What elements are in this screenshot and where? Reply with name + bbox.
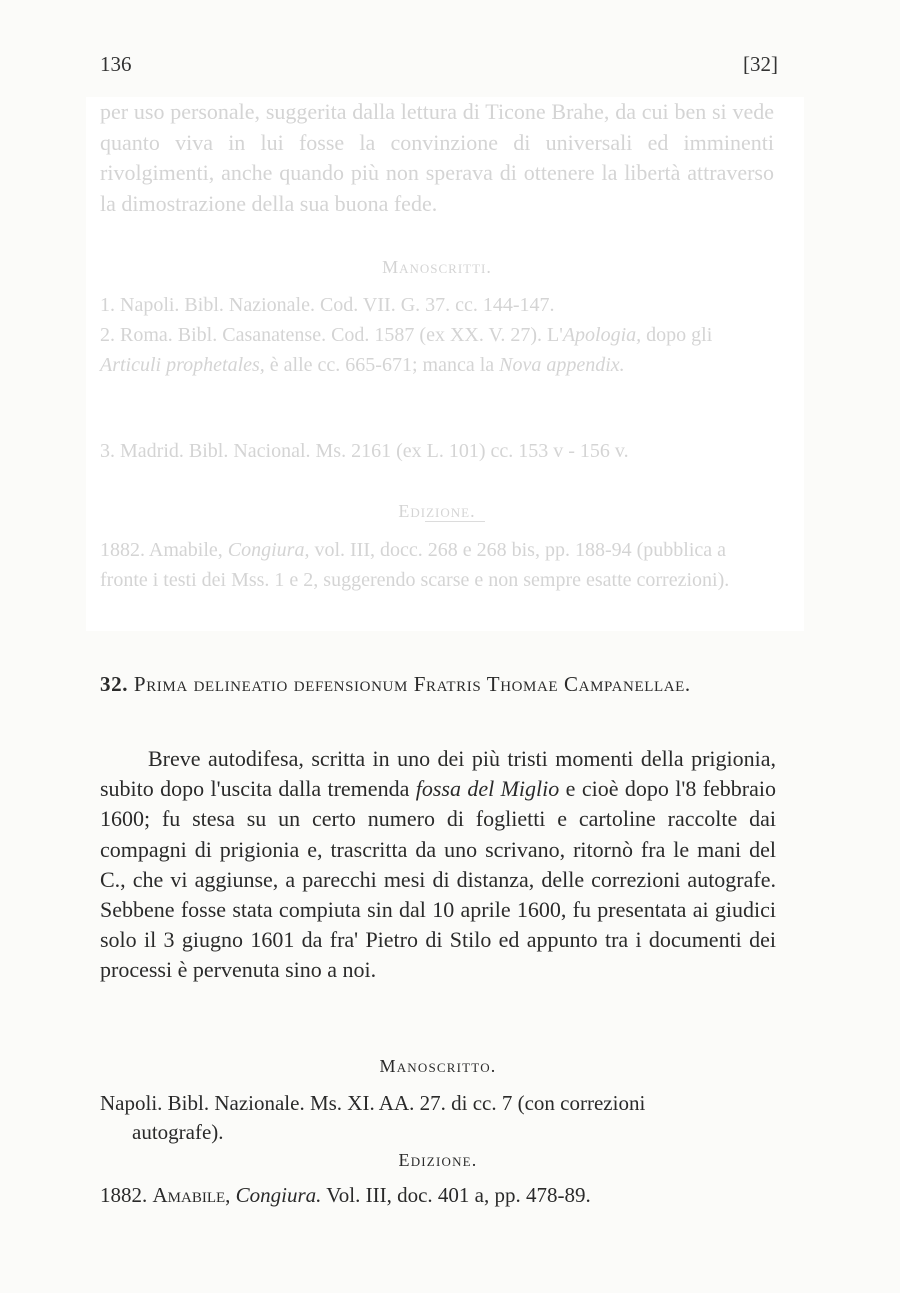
faded-ms-3: 3. Madrid. Bibl. Nacional. Ms. 2161 (ex L. 101) cc. 153 v - 156 v. (100, 440, 629, 462)
faded-paragraph: per uso personale, suggerita dalla lettura di Ticone Brahe, da cui ben si vede quanto viva in lui fosse la convinzione di universali ed imminenti rivolgimenti, anche quando più non sperava di ottenere la libertà attraverso la dimostrazione della sua buona fede. (100, 99, 774, 216)
edition-entry: 1882. Amabile, Congiura. Vol. III, doc. 401 a, pp. 478-89. (100, 1183, 591, 1207)
faded-edition-1: 1882. Amabile, Congiura, vol. III, docc. 268 e 268 bis, pp. 188-94 (pubblica a fronte i testi dei Mss. 1 e 2, suggerendo scarse e non sempre esatte correzioni). (100, 539, 730, 591)
faded-ms-2: 2. Roma. Bibl. Casanatense. Cod. 1587 (ex XX. V. 27). L'Apologia, dopo gli Articuli prophetales, è alle cc. 665-671; manca la Nova appendix. (100, 324, 713, 376)
entry-title (100, 670, 776, 699)
faded-edition-heading: Edizione. (398, 501, 476, 521)
edition-heading: Edizione. (398, 1150, 478, 1170)
entry-body-italic: fossa del Miglio (415, 776, 560, 802)
faded-ms-1: 1. Napoli. Bibl. Nazionale. Cod. VII. G. 37. cc. 144-147. (100, 294, 555, 316)
entry-number: 32. (100, 672, 129, 696)
page-number: 136 (100, 52, 132, 76)
entry-body: Breve autodifesa, scritta in uno dei più tristi momenti della prigionia, subito dopo l'uscita dalla tremenda fossa del Miglio e cioè dopo l'8 febbraio 1600; fu stesa su un certo numero di foglietti e cartoline raccolte dai compagni di prigionia e, trascritta da uno scrivano, ritornò fra le mani del C., che vi aggiunse, a parecchi mesi di distanza, delle correzioni autografe. Sebbene fosse stata compiuta sin dal 10 aprile 1600, fu presentata ai giudici solo il 3 giugno 1601 da fra' Pietro di Stilo ed appunto tra i documenti dei processi è pervenuta sino a noi. (100, 746, 776, 983)
manuscript-entry: Napoli. Bibl. Nazionale. Ms. XI. AA. 27. di cc. 7 (con correzioni autografe). (100, 1091, 646, 1144)
faded-previous-entry (86, 97, 804, 631)
entry-title-text: Prima delineatio defensionum Fratris Thomae Campanellae. (133, 672, 691, 696)
section-number: [32] (743, 52, 778, 76)
faded-manuscripts-heading: Manoscritti. (382, 257, 492, 277)
manuscript-heading: Manoscritto. (379, 1056, 497, 1076)
